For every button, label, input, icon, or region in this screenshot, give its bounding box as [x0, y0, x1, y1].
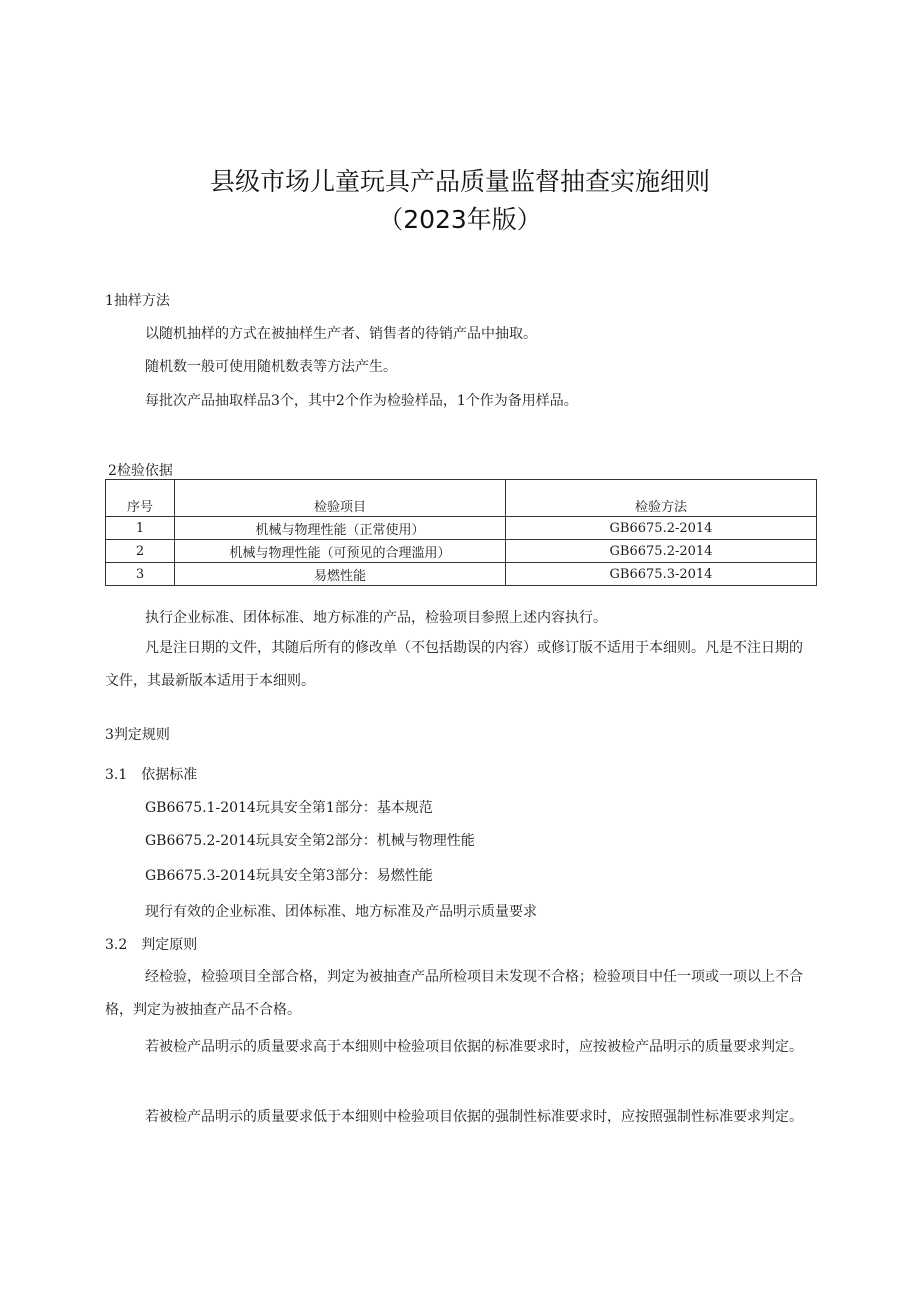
subsection-3-1-heading: 3.1 依据标准: [105, 767, 198, 783]
section-1-paragraph: 每批次产品抽取样品3个，其中2个作为检验样品，1个作为备用样品。: [145, 393, 578, 409]
section-2-note: 凡是注日期的文件，其随后所有的修改单（不包括勘误的内容）或修订版不适用于本细则。凡是不注日期的文件，其最新版本适用于本细则。: [105, 640, 803, 689]
standard-item: GB6675.1-2014玩具安全第1部分：基本规范: [145, 800, 433, 816]
cell-item: 易燃性能: [175, 563, 506, 586]
judgement-paragraph: 若被检产品明示的质量要求低于本细则中检验项目依据的强制性标准要求时，应按照强制性标准要求判定。: [145, 1109, 803, 1125]
section-1-heading: 1抽样方法: [105, 293, 170, 309]
document-title: 县级市场儿童玩具产品质量监督抽查实施细则: [209, 167, 710, 196]
standard-item: 现行有效的企业标准、团体标准、地方标准及产品明示质量要求: [145, 904, 537, 920]
cell-method: GB6675.2-2014: [506, 517, 817, 540]
column-header-item: 检验项目: [175, 480, 506, 517]
subsection-3-2-heading: 3.2 判定原则: [105, 937, 198, 953]
section-1-paragraph: 随机数一般可使用随机数表等方法产生。: [145, 359, 397, 375]
cell-index: 3: [106, 563, 175, 586]
column-header-method: 检验方法: [506, 480, 817, 517]
table-header-row: [106, 480, 817, 517]
standard-item: GB6675.2-2014玩具安全第2部分：机械与物理性能: [145, 833, 475, 849]
table-row: [106, 563, 817, 586]
section-2-heading: 2检验依据: [108, 463, 173, 479]
cell-method: GB6675.2-2014: [506, 540, 817, 563]
judgement-paragraph: 若被检产品明示的质量要求高于本细则中检验项目依据的标准要求时，应按被检产品明示的质量要求判定。: [145, 1039, 803, 1055]
cell-item: 机械与物理性能（正常使用）: [175, 517, 506, 540]
cell-method: GB6675.3-2014: [506, 563, 817, 586]
section-3-heading: 3判定规则: [105, 727, 170, 743]
cell-index: 1: [106, 517, 175, 540]
inspection-table: [105, 479, 817, 586]
cell-item: 机械与物理性能（可预见的合理滥用）: [175, 540, 506, 563]
table-row: [106, 517, 817, 540]
section-1-paragraph: 以随机抽样的方式在被抽样生产者、销售者的待销产品中抽取。: [145, 326, 537, 342]
cell-index: 2: [106, 540, 175, 563]
section-2-note: 执行企业标准、团体标准、地方标准的产品，检验项目参照上述内容执行。: [145, 610, 607, 626]
judgement-paragraph: 经检验，检验项目全部合格，判定为被抽查产品所检项目未发现不合格；检验项目中任一项或一项以上不合格，判定为被抽查产品不合格。: [105, 969, 803, 1018]
document-edition: （2023年版）: [378, 205, 542, 234]
column-header-index: 序号: [106, 480, 175, 517]
table-row: [106, 540, 817, 563]
standard-item: GB6675.3-2014玩具安全第3部分：易燃性能: [145, 868, 433, 884]
